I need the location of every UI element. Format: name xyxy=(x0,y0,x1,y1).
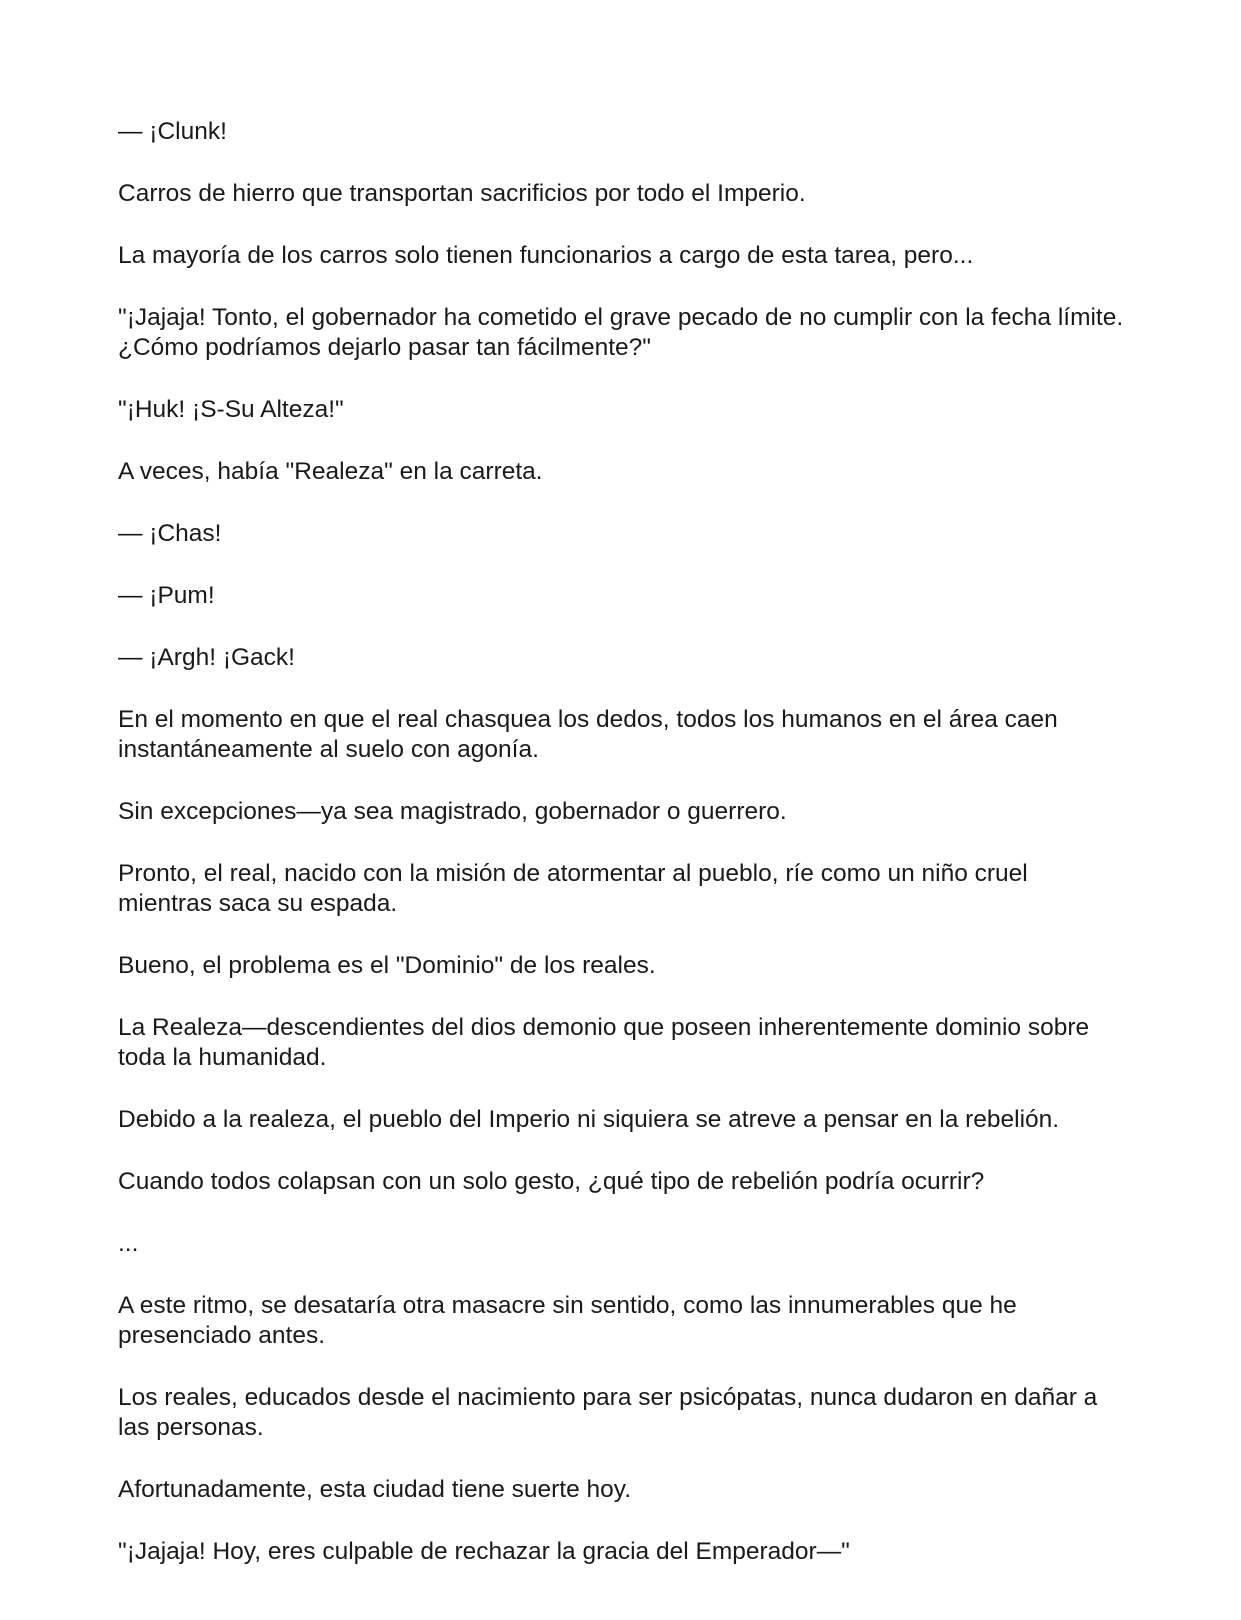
paragraph: "¡Huk! ¡S-Su Alteza!" xyxy=(118,396,344,423)
paragraph: La mayoría de los carros solo tienen funcionarios a cargo de esta tarea, pero... xyxy=(118,242,974,269)
paragraph: Sin excepciones—ya sea magistrado, gobernador o guerrero. xyxy=(118,798,787,825)
paragraph: Los reales, educados desde el nacimiento para ser psicópatas, nunca dudaron en dañar a las personas. xyxy=(118,1384,1098,1441)
paragraph: Pronto, el real, nacido con la misión de atormentar al pueblo, ríe como un niño cruel mientras saca su espada. xyxy=(118,860,1028,917)
paragraph: A veces, había "Realeza" en la carreta. xyxy=(118,458,543,485)
paragraph: — ¡Argh! ¡Gack! xyxy=(118,644,295,671)
paragraph: A este ritmo, se desataría otra masacre sin sentido, como las innumerables que he presenciado antes. xyxy=(118,1292,1017,1349)
paragraph: — ¡Chas! xyxy=(118,520,222,547)
paragraph: ... xyxy=(118,1230,139,1257)
paragraph: Afortunadamente, esta ciudad tiene suerte hoy. xyxy=(118,1476,632,1503)
paragraph: La Realeza—descendientes del dios demonio que poseen inherentemente dominio sobre toda la humanidad. xyxy=(118,1014,1090,1071)
paragraph: Bueno, el problema es el "Dominio" de los reales. xyxy=(118,952,656,979)
paragraph: "¡Jajaja! Hoy, eres culpable de rechazar la gracia del Emperador—" xyxy=(118,1538,850,1565)
paragraph: — ¡Clunk! xyxy=(118,118,227,145)
paragraph: Debido a la realeza, el pueblo del Imperio ni siquiera se atreve a pensar en la rebelión. xyxy=(118,1106,1060,1133)
paragraph: Cuando todos colapsan con un solo gesto, ¿qué tipo de rebelión podría ocurrir? xyxy=(118,1168,985,1195)
paragraph: — ¡Pum! xyxy=(118,582,215,609)
paragraph: Carros de hierro que transportan sacrificios por todo el Imperio. xyxy=(118,180,806,207)
paragraph: En el momento en que el real chasquea los dedos, todos los humanos en el área caen instantáneamente al suelo con agonía. xyxy=(118,706,1058,763)
document-body xyxy=(118,117,1128,1599)
paragraph: "¡Jajaja! Tonto, el gobernador ha cometido el grave pecado de no cumplir con la fecha límite. ¿Cómo podríamos dejarlo pasar tan fácilmente?" xyxy=(118,304,1124,361)
